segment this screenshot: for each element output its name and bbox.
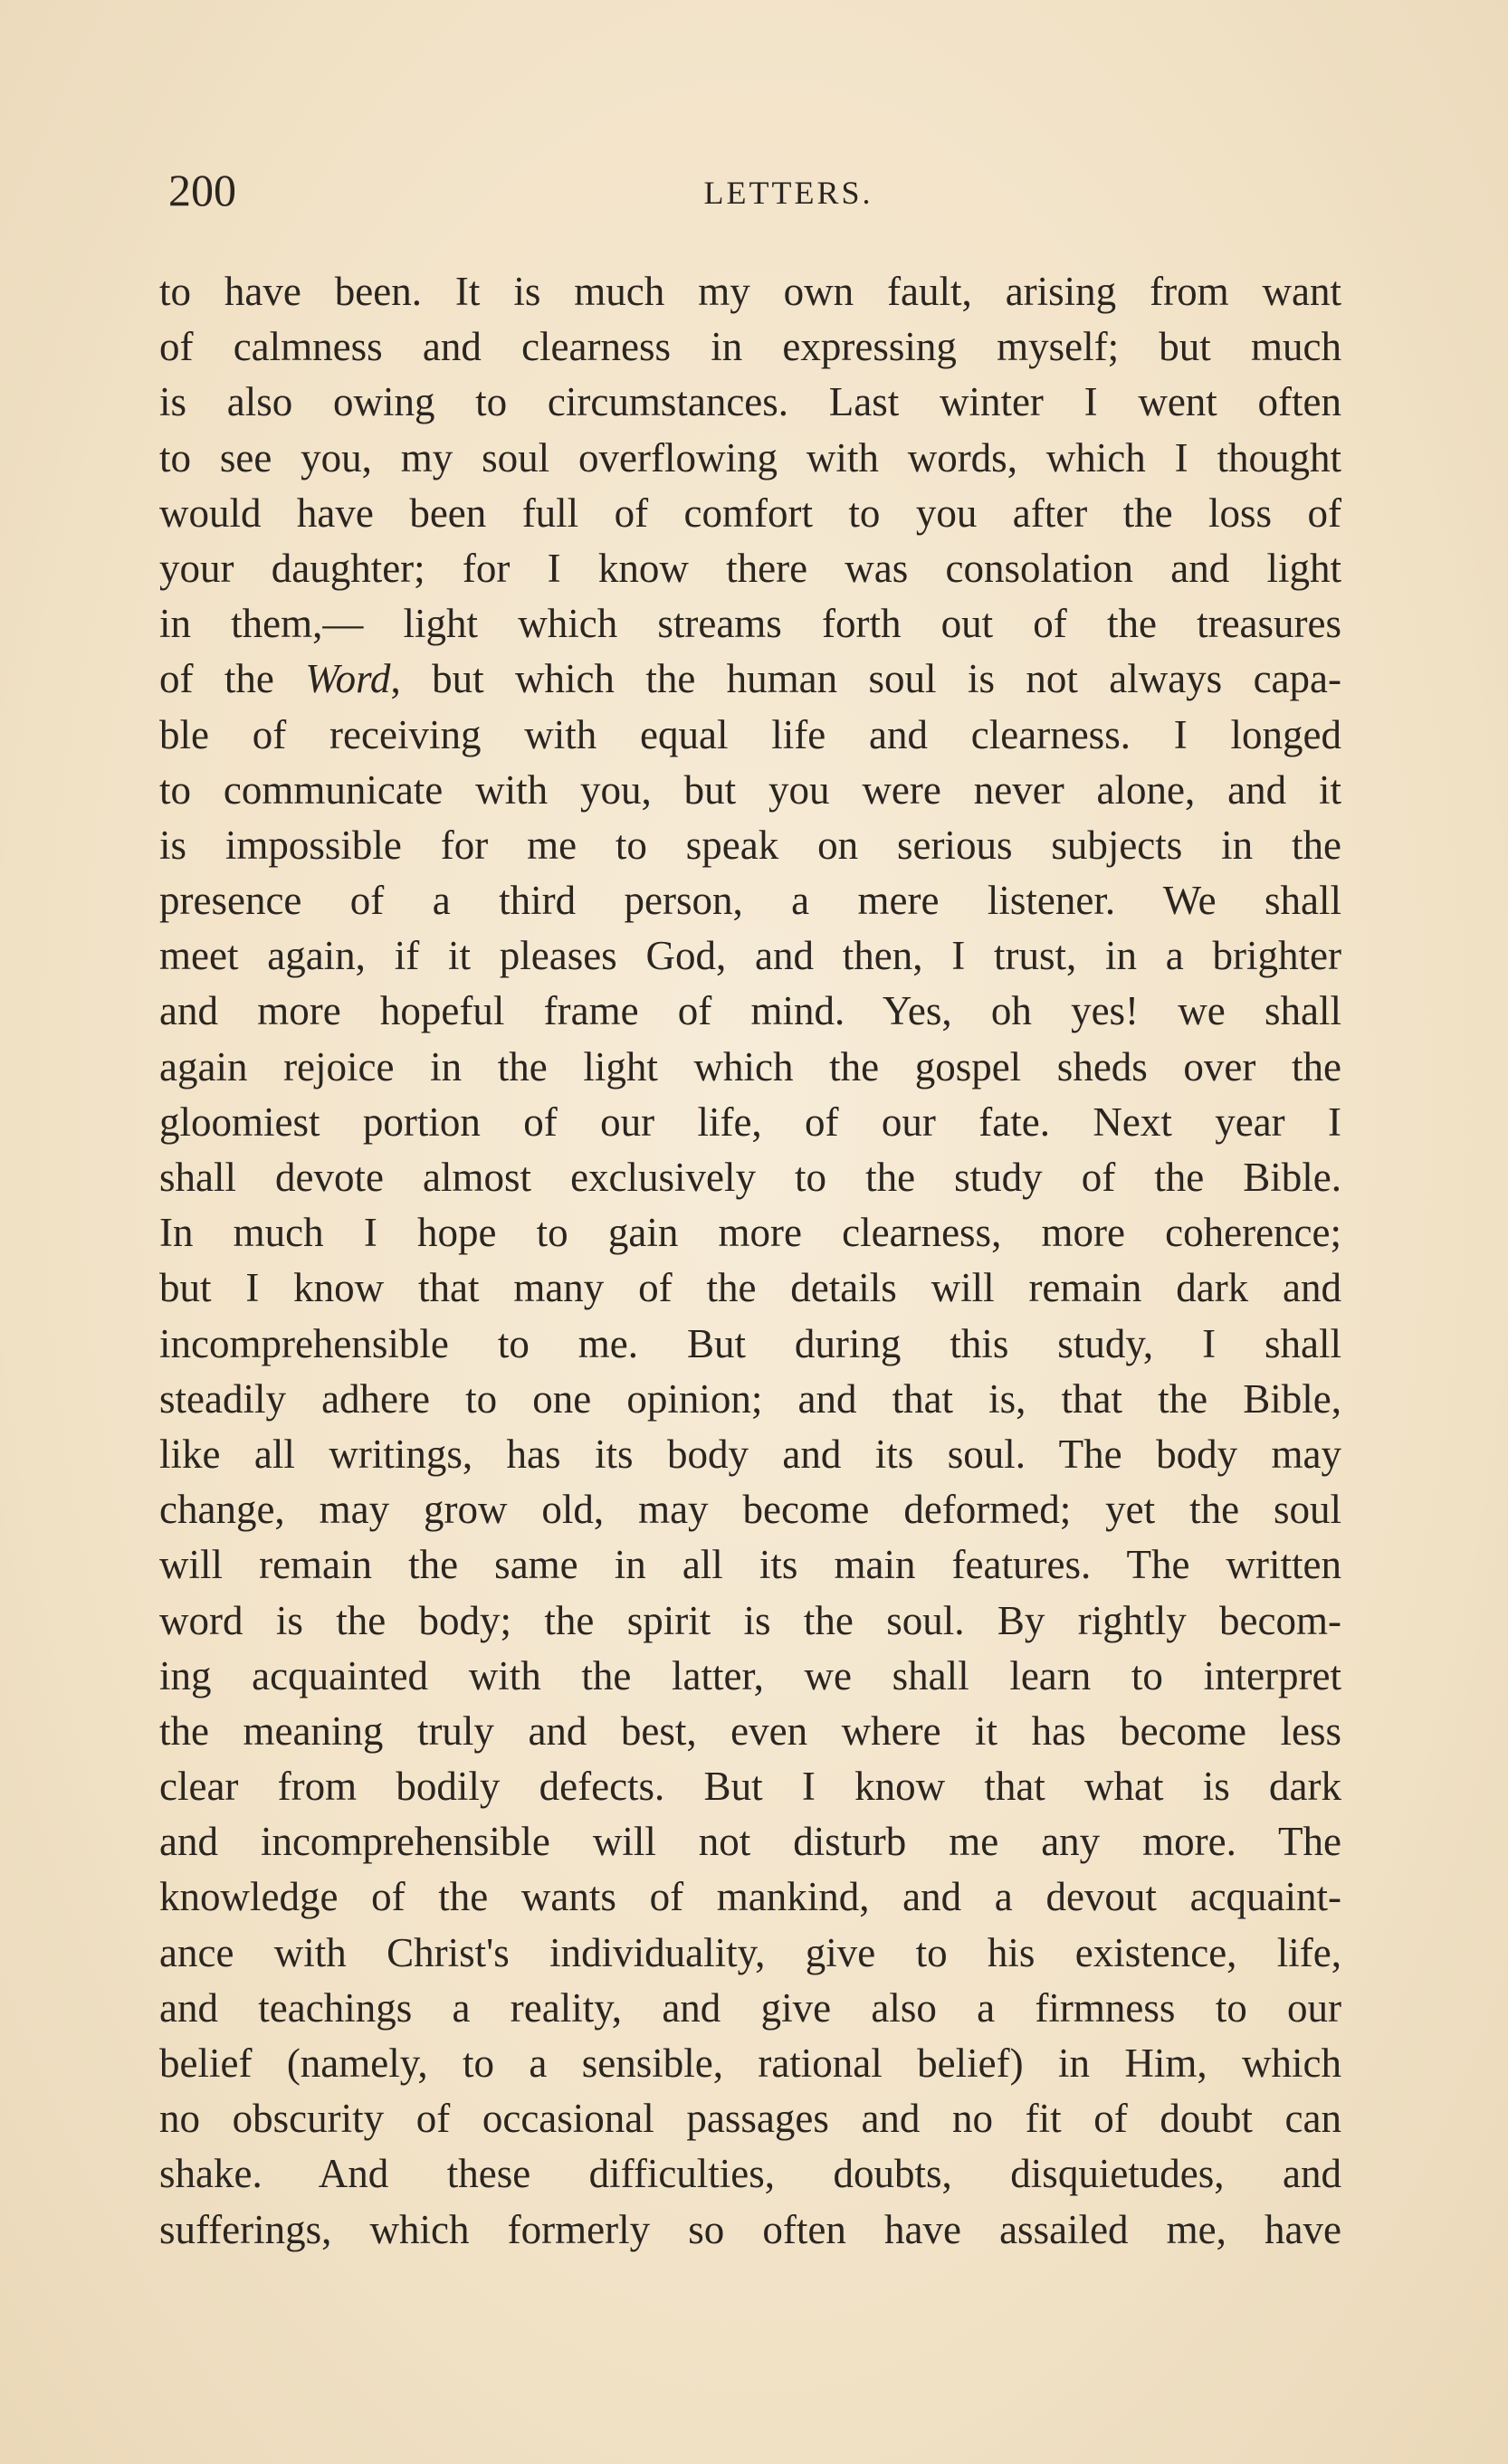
text-line: belief (namely, to a sensible, rational belief) in Him, which — [159, 2041, 1341, 2086]
text-line: of the Word, but which the human soul is not always capa- — [159, 656, 1341, 702]
text-line: steadily adhere to one opinion; and that is, that the Bible, — [159, 1375, 1341, 1422]
text-line: and incomprehensible will not disturb me any more. The — [159, 1819, 1341, 1865]
text-line: sufferings, which formerly so often have assailed me, have — [159, 2206, 1341, 2252]
text-line: would have been full of comfort to you after the loss of — [159, 490, 1341, 536]
text-line: change, may grow old, may become deformed; yet the soul — [159, 1487, 1341, 1533]
text-line: is impossible for me to speak on serious subjects in the — [159, 822, 1341, 868]
text-line: shake. And these difficulties, doubts, disquietudes, and — [159, 2151, 1341, 2197]
text-line: ance with Christ's individuality, give to his existence, life, — [159, 1929, 1341, 1975]
text-line: In much I hope to gain more clearness, more coherence; — [159, 1210, 1341, 1256]
text-line: incomprehensible to me. But during this study, I shall — [159, 1320, 1341, 1366]
text-line: will remain the same in all its main features. The written — [159, 1542, 1341, 1588]
text-line: word is the body; the spirit is the soul. By rightly becom- — [159, 1597, 1341, 1643]
body-text — [159, 264, 1341, 2258]
text-line: and more hopeful frame of mind. Yes, oh yes! we shall — [159, 988, 1341, 1034]
running-head: LETTERS. — [703, 175, 873, 211]
page-header — [168, 163, 1336, 217]
text-line: is also owing to circumstances. Last winter I went often — [159, 379, 1341, 425]
emphasized-word: Word — [305, 656, 391, 702]
text-line: your daughter; for I know there was consolation and light — [159, 545, 1341, 591]
text-line: ble of receiving with equal life and clearness. I longed — [159, 711, 1341, 757]
text-line: again rejoice in the light which the gospel sheds over the — [159, 1043, 1341, 1089]
text-line: ing acquainted with the latter, we shall learn to interpret — [159, 1652, 1341, 1698]
text-line: in them,— light which streams forth out of the treasures — [159, 601, 1341, 647]
text-line: of calmness and clearness in expressing myself; but much — [159, 324, 1341, 370]
page-number: 200 — [168, 165, 236, 215]
text-line: knowledge of the wants of mankind, and a devout acquaint- — [159, 1874, 1341, 1920]
text-line: meet again, if it pleases God, and then, I trust, in a brighter — [159, 933, 1341, 979]
text-line: to communicate with you, but you were never alone, and it — [159, 766, 1341, 813]
text-line: gloomiest portion of our life, of our fate. Next year I — [159, 1099, 1341, 1145]
text-line: shall devote almost exclusively to the study of the Bible. — [159, 1155, 1341, 1200]
text-line: to see you, my soul overflowing with words, which I thought — [159, 434, 1341, 480]
text-line: clear from bodily defects. But I know that what is dark — [159, 1764, 1341, 1810]
text-line: to have been. It is much my own fault, arising from want — [159, 269, 1341, 314]
text-line: presence of a third person, a mere listener. We shall — [159, 878, 1341, 924]
text-line: no obscurity of occasional passages and no fit of doubt can — [159, 2096, 1341, 2142]
text-line: but I know that many of the details will remain dark and — [159, 1265, 1341, 1311]
text-line: like all writings, has its body and its soul. The body may — [159, 1431, 1341, 1477]
text-line: and teachings a reality, and give also a firmness to our — [159, 1984, 1341, 2031]
text-line: the meaning truly and best, even where it has become less — [159, 1708, 1341, 1754]
